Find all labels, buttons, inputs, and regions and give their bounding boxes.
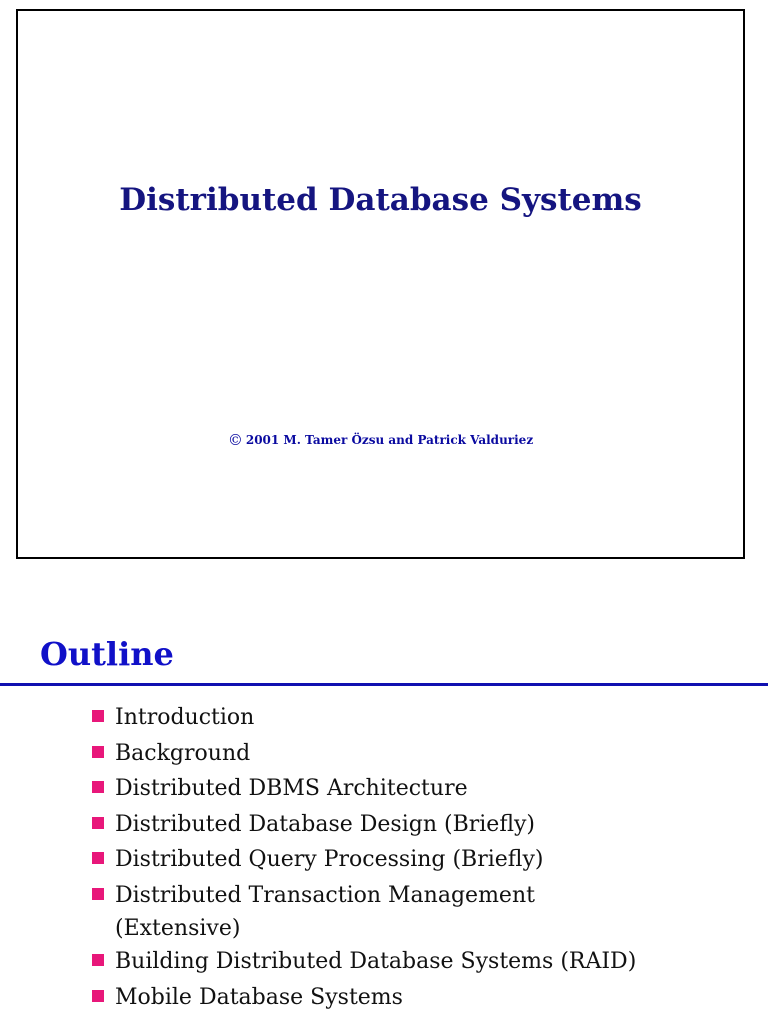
list-item (90, 807, 636, 843)
title-slide-frame (16, 9, 745, 559)
list-item-text: Mobile Database Systems (115, 984, 403, 1010)
square-bullet-icon (92, 852, 104, 864)
copyright-line (18, 431, 743, 449)
list-item-text: Distributed Database Design (Briefly) (115, 811, 535, 837)
list-item-text: Background (115, 740, 251, 766)
list-item (90, 700, 636, 736)
outline-heading: Outline (40, 635, 174, 673)
list-item-text: Introduction (115, 705, 255, 730)
list-item (90, 842, 636, 878)
list-item (90, 771, 636, 807)
heading-divider (0, 683, 768, 686)
list-item-text: Distributed DBMS Architecture (115, 776, 468, 801)
list-item-text: Distributed Query Processing (Briefly) (115, 847, 544, 872)
copyright-text: 2001 M. Tamer Özsu and Patrick Valduriez (245, 433, 534, 447)
copyright-symbol: © (227, 431, 243, 449)
square-bullet-icon (92, 781, 104, 793)
square-bullet-icon (92, 817, 104, 829)
list-item (90, 980, 636, 1016)
list-item (90, 944, 636, 980)
square-bullet-icon (92, 746, 104, 758)
slide-title: Distributed Database Systems (119, 182, 642, 218)
square-bullet-icon (92, 710, 104, 722)
square-bullet-icon (92, 990, 104, 1002)
square-bullet-icon (92, 954, 104, 966)
outline-list (90, 700, 636, 1015)
list-item (90, 878, 636, 945)
list-item-text: Distributed Transaction Management (115, 882, 535, 908)
square-bullet-icon (92, 888, 104, 900)
list-item-text: Building Distributed Database Systems (RAID) (115, 949, 637, 974)
list-item-text-continued: (Extensive) (115, 916, 241, 941)
list-item (90, 736, 636, 772)
